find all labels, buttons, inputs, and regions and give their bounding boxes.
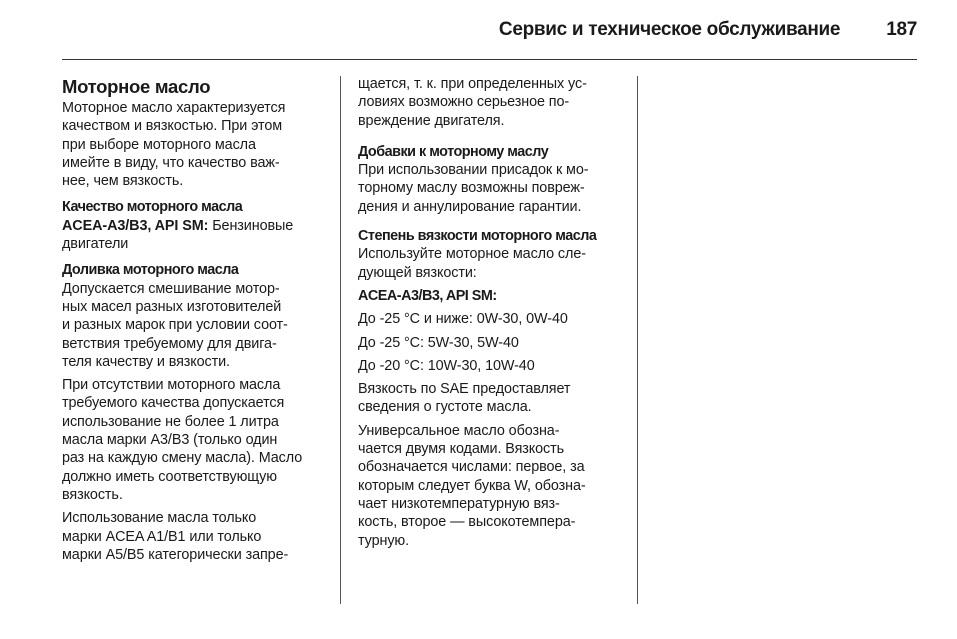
header-rule	[62, 59, 917, 60]
quality-paragraph	[62, 217, 324, 254]
text-line: и разных марок при условии соот-	[62, 317, 288, 334]
text-line: При отсутствии моторного масла	[62, 377, 281, 394]
text-line: Использование масла только	[62, 510, 257, 527]
text-line: ных масел разных изготовителей	[62, 298, 282, 315]
text-line: вязкость.	[62, 486, 123, 503]
text-line: нее, чем вязкость.	[62, 173, 184, 190]
viscosity-intro	[358, 245, 626, 282]
topup-paragraph-3	[62, 509, 324, 564]
text-line: турную.	[358, 532, 410, 549]
continuation-paragraph	[358, 75, 626, 130]
viscosity-heading: Степень вязкости моторного масла	[358, 228, 597, 245]
text-line: При использовании присадок к мо-	[358, 162, 589, 179]
text-line: при выборе моторного масла	[62, 136, 256, 153]
additives-heading: Добавки к моторному маслу	[358, 143, 549, 160]
page-number: 187	[886, 19, 917, 40]
text-line: Универсальное масло обозна-	[358, 422, 560, 439]
column-2	[358, 75, 626, 550]
section-title: Моторное масло	[62, 76, 211, 97]
additives-paragraph	[358, 161, 626, 216]
text-line: обозначается числами: первое, за	[358, 459, 585, 476]
viscosity-spec: ACEA-A3/B3, API SM:	[358, 287, 497, 304]
quality-heading: Качество моторного масла	[62, 199, 243, 216]
temp-line-1: До -25 °C и ниже: 0W-30, 0W-40	[358, 311, 568, 328]
intro-paragraph	[62, 99, 324, 190]
page-header	[0, 14, 917, 46]
quality-text: Бензиновые	[208, 217, 294, 234]
text-line: Вязкость по SAE предоставляет	[358, 381, 571, 398]
text-line: чается двумя кодами. Вязкость	[358, 441, 565, 458]
text-line: Моторное масло характеризуется	[62, 100, 286, 116]
text-line: должно иметь соответствующую	[62, 468, 277, 485]
text-line: кость, второе — высокотемпера-	[358, 514, 576, 531]
text-line: имейте в виду, что качество важ-	[62, 154, 280, 171]
text-line: использование не более 1 литра	[62, 413, 279, 430]
text-line: качеством и вязкостью. При этом	[62, 118, 283, 135]
text-line: требуемого качества допускается	[62, 395, 285, 412]
text-line: ветствия требуемому для двига-	[62, 335, 277, 352]
temp-line-3: До -20 °C: 10W-30, 10W-40	[358, 357, 535, 374]
text-line: Используйте моторное масло сле-	[358, 246, 586, 263]
text-line: раз на каждую смену масла). Масло	[62, 450, 303, 467]
text-line: сведения о густоте масла.	[358, 399, 532, 416]
text-line: ловиях возможно серьезное по-	[358, 94, 570, 111]
text-line: теля качеству и вязкости.	[62, 353, 230, 370]
text-line: марки A5/B5 категорически запре-	[62, 546, 289, 563]
sae-paragraph	[358, 380, 626, 417]
temp-line-2: До -25 °C: 5W-30, 5W-40	[358, 334, 519, 351]
universal-paragraph	[358, 422, 626, 550]
column-divider-right	[637, 76, 638, 604]
quality-text-2: двигатели	[62, 236, 129, 253]
text-line: которым следует буква W, обозна-	[358, 477, 586, 494]
text-line: дения и аннулирование гарантии.	[358, 198, 582, 215]
column-1	[62, 74, 324, 564]
text-line: чает низкотемпературную вяз-	[358, 495, 560, 512]
topup-paragraph-1	[62, 280, 324, 371]
header-title: Сервис и техническое обслуживание	[498, 19, 841, 40]
text-line: марки ACEA A1/B1 или только	[62, 528, 262, 545]
quality-spec: ACEA-A3/B3, API SM:	[62, 217, 209, 234]
text-line: щается, т. к. при определенных ус-	[358, 76, 587, 92]
topup-heading: Доливка моторного масла	[62, 262, 239, 279]
text-line: вреждение двигателя.	[358, 112, 505, 129]
text-line: торному маслу возможны повреж-	[358, 180, 585, 197]
topup-paragraph-2	[62, 376, 324, 504]
text-line: Допускается смешивание мотор-	[62, 280, 280, 297]
text-line: дующей вязкости:	[358, 264, 477, 281]
column-divider-left	[340, 76, 341, 604]
text-line: масла марки A3/B3 (только один	[62, 432, 278, 449]
